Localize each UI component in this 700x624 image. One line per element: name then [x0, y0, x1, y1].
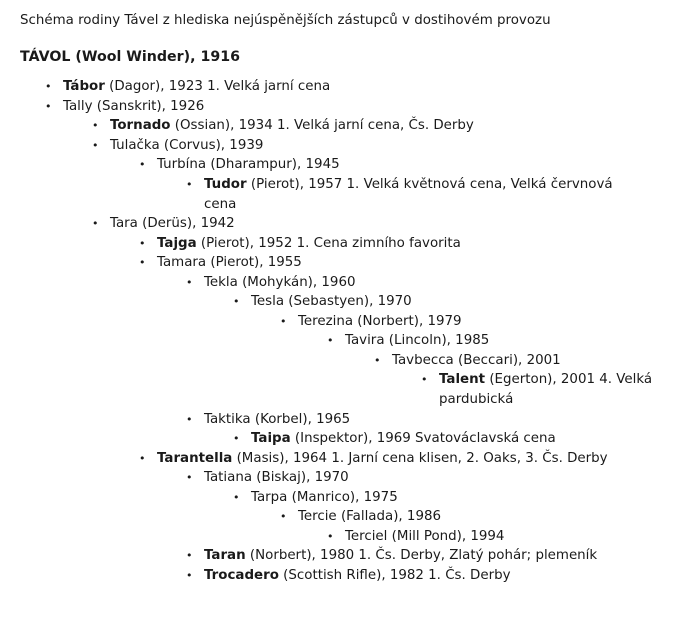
bullet-icon: • — [327, 334, 334, 347]
horse-details: (Ossian), 1934 1. Velká jarní cena, Čs. Derby — [170, 118, 474, 133]
horse-name: Tamara — [157, 255, 207, 270]
bullet-icon: • — [280, 315, 287, 328]
horse-details: (Sanskrit), 1926 — [92, 99, 205, 114]
bullet-icon: • — [45, 80, 52, 93]
horse-details: (Corvus), 1939 — [159, 138, 264, 153]
document-title: Schéma rodiny Tável z hlediska nejúspěnějších zástupců v dostihovém provozu — [20, 13, 551, 28]
bullet-icon: • — [327, 530, 334, 543]
horse-name: Tavbecca — [392, 353, 454, 368]
list-item-tornado — [92, 116, 474, 136]
horse-name: Taktika — [204, 412, 251, 427]
bullet-icon: • — [186, 178, 193, 191]
horse-name: Tulačka — [110, 138, 160, 153]
bullet-icon: • — [139, 452, 146, 465]
horse-name: Tarpa — [251, 490, 288, 505]
family-heading: TÁVOL (Wool Winder), 1916 — [20, 49, 240, 65]
horse-details: (Pierot), 1957 1. Velká květnová cena, Velká červnová cena — [204, 177, 613, 212]
list-item-tajga — [139, 234, 461, 254]
horse-name: Tatiana — [204, 470, 253, 485]
horse-name: Tara — [110, 216, 138, 231]
list-item-tabor — [45, 77, 331, 97]
horse-name: Tally — [63, 99, 93, 114]
horse-name: Tajga — [157, 236, 197, 251]
horse-name: Taipa — [251, 431, 291, 446]
horse-name: Tercie — [298, 509, 337, 524]
horse-details: (Masis), 1964 1. Jarní cena klisen, 2. Oaks, 3. Čs. Derby — [232, 451, 608, 466]
list-item-tekla — [186, 273, 356, 293]
bullet-icon: • — [139, 158, 146, 171]
list-item-tamara — [139, 253, 302, 273]
horse-name: Tesla — [251, 294, 285, 309]
horse-name: Terezina — [298, 314, 354, 329]
bullet-icon: • — [92, 217, 99, 230]
list-item-tarpa — [233, 488, 398, 508]
bullet-icon: • — [92, 119, 99, 132]
list-item-turbina — [139, 155, 340, 175]
list-item-tatiana — [186, 468, 349, 488]
bullet-icon: • — [139, 237, 146, 250]
bullet-icon: • — [186, 471, 193, 484]
horse-name: Terciel — [345, 529, 388, 544]
list-item-taktika — [186, 410, 351, 430]
bullet-icon: • — [92, 139, 99, 152]
list-item-terezina — [280, 312, 462, 332]
horse-name: Tavira — [345, 333, 385, 348]
horse-details: (Dagor), 1923 1. Velká jarní cena — [104, 79, 331, 94]
horse-name: Tudor — [204, 177, 247, 192]
bullet-icon: • — [139, 256, 146, 269]
bullet-icon: • — [186, 413, 193, 426]
list-item-taipa — [233, 429, 556, 449]
horse-details: (Biskaj), 1970 — [252, 470, 349, 485]
bullet-icon: • — [374, 354, 381, 367]
list-item-tulacka — [92, 136, 264, 156]
horse-name: Trocadero — [204, 568, 279, 583]
horse-details: (Inspektor), 1969 Svatováclavská cena — [290, 431, 556, 446]
list-item-tavira — [327, 331, 490, 351]
horse-details: (Manrico), 1975 — [287, 490, 398, 505]
horse-details: (Derüs), 1942 — [137, 216, 235, 231]
horse-details: (Mill Pond), 1994 — [387, 529, 505, 544]
horse-name: Talent — [439, 372, 486, 387]
list-item-tudor — [186, 175, 644, 214]
horse-details: (Pierot), 1955 — [206, 255, 302, 270]
horse-name: Tábor — [63, 79, 105, 94]
horse-details: (Fallada), 1986 — [336, 509, 442, 524]
horse-details: (Norbert), 1979 — [353, 314, 462, 329]
horse-name: Turbína — [157, 157, 207, 172]
list-item-tally — [45, 97, 205, 117]
bullet-icon: • — [186, 569, 193, 582]
horse-name: Taran — [204, 548, 246, 563]
horse-name: Tarantella — [157, 451, 233, 466]
horse-details: (Lincoln), 1985 — [384, 333, 490, 348]
bullet-icon: • — [233, 491, 240, 504]
bullet-icon: • — [233, 432, 240, 445]
horse-details: (Dharampur), 1945 — [206, 157, 340, 172]
horse-details: (Egerton), 2001 4. Velká pardubická — [439, 372, 653, 407]
horse-details: (Beccari), 2001 — [453, 353, 561, 368]
horse-details: (Korbel), 1965 — [250, 412, 351, 427]
horse-name: Tornado — [110, 118, 171, 133]
list-item-tarantella — [139, 449, 608, 469]
bullet-icon: • — [45, 100, 52, 113]
horse-details: (Pierot), 1952 1. Cena zimního favorita — [196, 236, 461, 251]
list-item-taran — [186, 546, 598, 566]
bullet-icon: • — [186, 276, 193, 289]
list-item-terciel — [327, 527, 505, 547]
list-item-tavbecca — [374, 351, 561, 371]
bullet-icon: • — [233, 295, 240, 308]
list-item-tesla — [233, 292, 412, 312]
horse-details: (Scottish Rifle), 1982 1. Čs. Derby — [278, 568, 511, 583]
bullet-icon: • — [186, 549, 193, 562]
bullet-icon: • — [280, 510, 287, 523]
list-item-talent — [421, 370, 654, 409]
horse-details: (Norbert), 1980 1. Čs. Derby, Zlatý pohár; plemeník — [245, 548, 598, 563]
list-item-trocadero — [186, 566, 511, 586]
list-item-tara — [92, 214, 235, 234]
list-item-tercie — [280, 507, 442, 527]
horse-details: (Sebastyen), 1970 — [284, 294, 412, 309]
bullet-icon: • — [421, 373, 428, 386]
horse-name: Tekla — [204, 275, 238, 290]
horse-details: (Mohykán), 1960 — [237, 275, 356, 290]
